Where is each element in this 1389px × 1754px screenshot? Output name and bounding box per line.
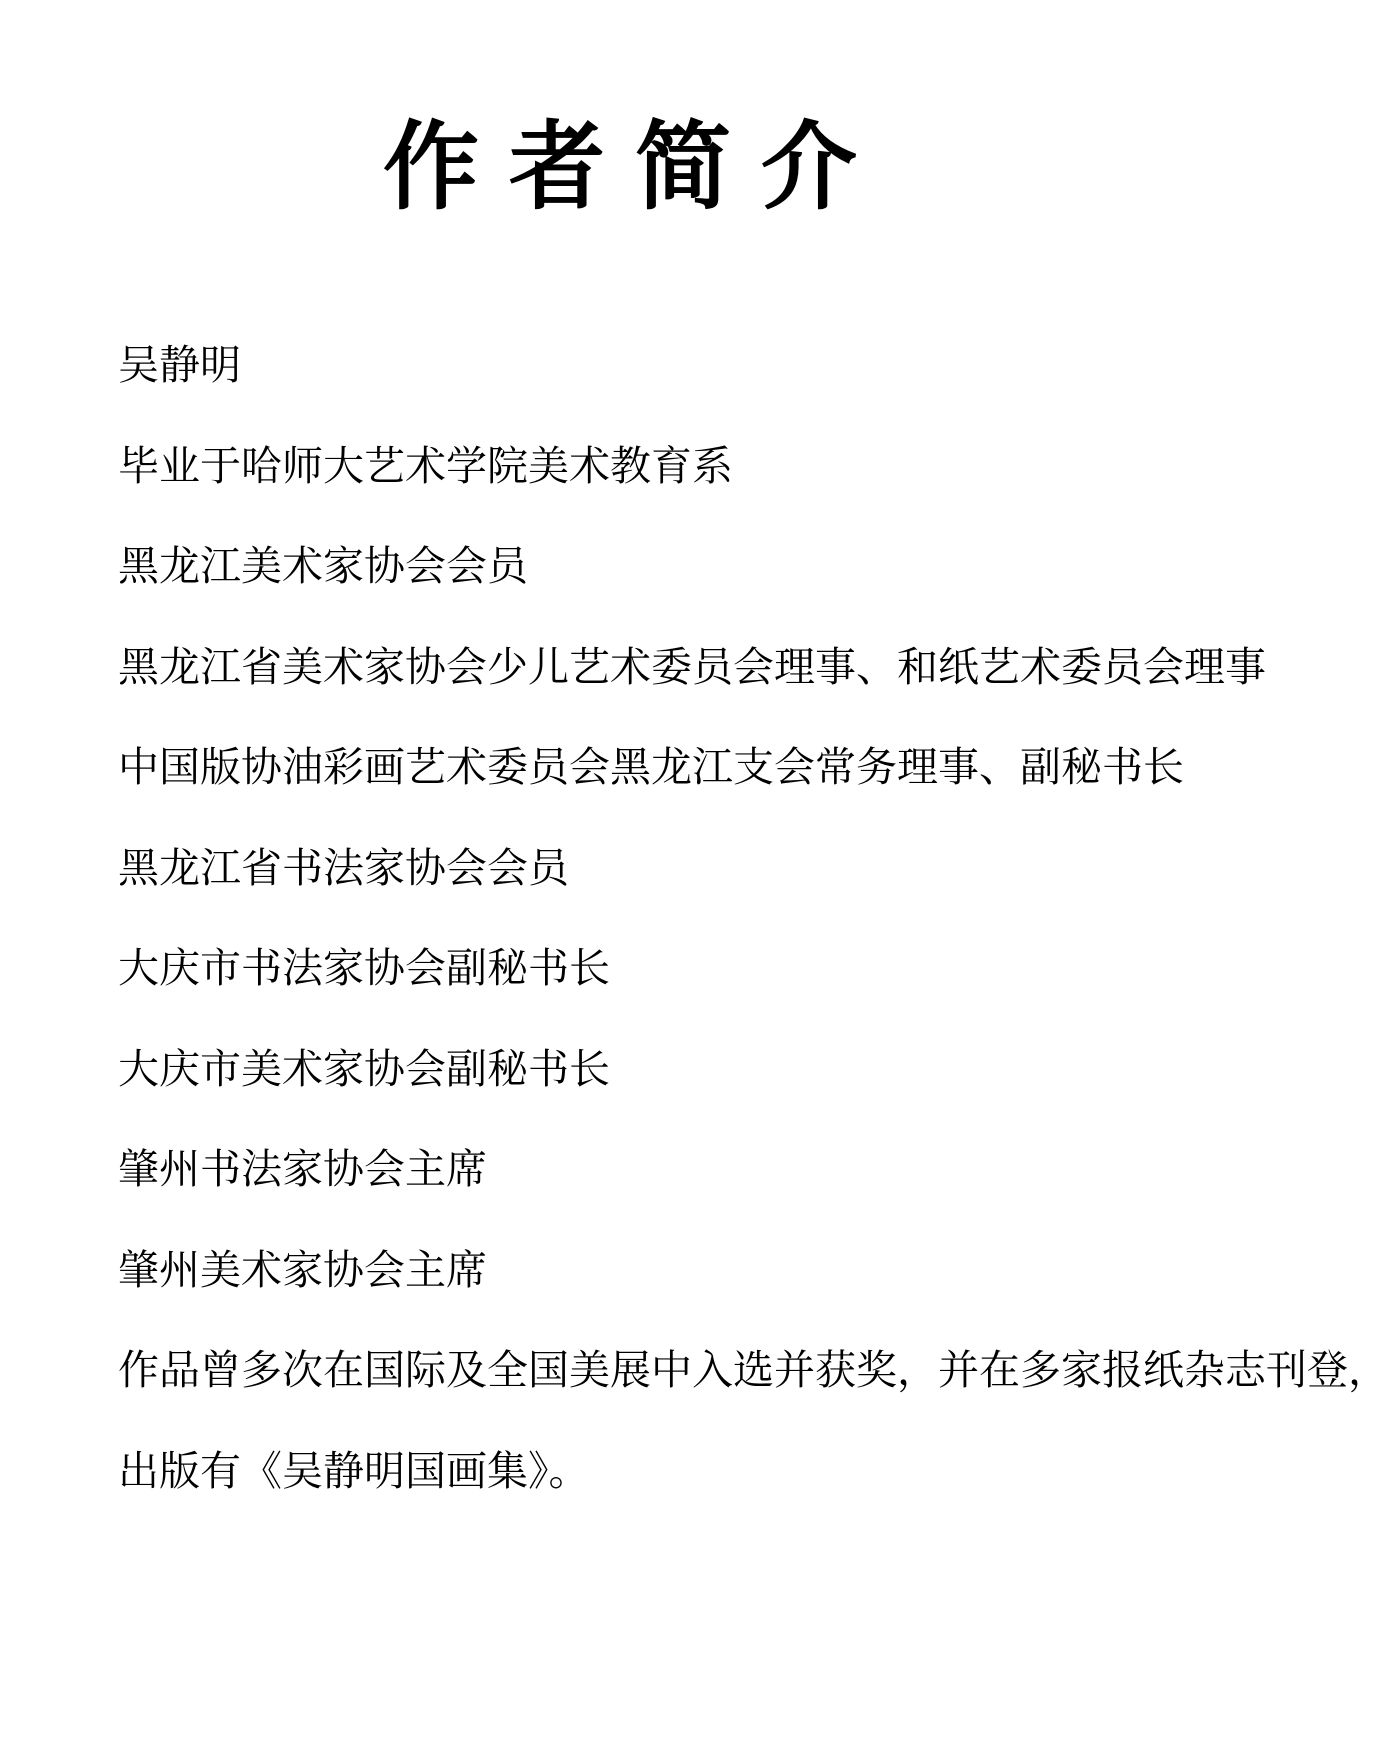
page-title: 作者简介 xyxy=(383,111,887,223)
bio-line-county-art: 肇州美术家协会主席 xyxy=(118,1245,487,1294)
bio-line-city-calligraphy: 大庆市书法家协会副秘书长 xyxy=(118,944,610,992)
bio-line-publication: 出版有《吴静明国画集》。 xyxy=(118,1446,590,1495)
bio-line-achievements: 作品曾多次在国际及全国美展中入选并获奖，并在多家报纸杂志刊登， xyxy=(118,1346,1389,1394)
author-bio xyxy=(118,340,1389,1546)
bio-line-membership: 黑龙江美术家协会会员 xyxy=(118,542,528,590)
bio-line-name: 吴静明 xyxy=(118,341,241,389)
bio-line-calligraphy-member: 黑龙江省书法家协会会员 xyxy=(118,843,569,892)
bio-line-education: 毕业于哈师大艺术学院美术教育系 xyxy=(118,441,733,490)
bio-line-county-calligraphy: 肇州书法家协会主席 xyxy=(118,1145,487,1193)
bio-line-publishing-association: 中国版协油彩画艺术委员会黑龙江支会常务理事、副秘书长 xyxy=(118,743,1184,791)
bio-line-committee: 黑龙江省美术家协会少儿艺术委员会理事、和纸艺术委员会理事 xyxy=(118,642,1266,691)
bio-line-city-art: 大庆市美术家协会副秘书长 xyxy=(118,1044,610,1093)
